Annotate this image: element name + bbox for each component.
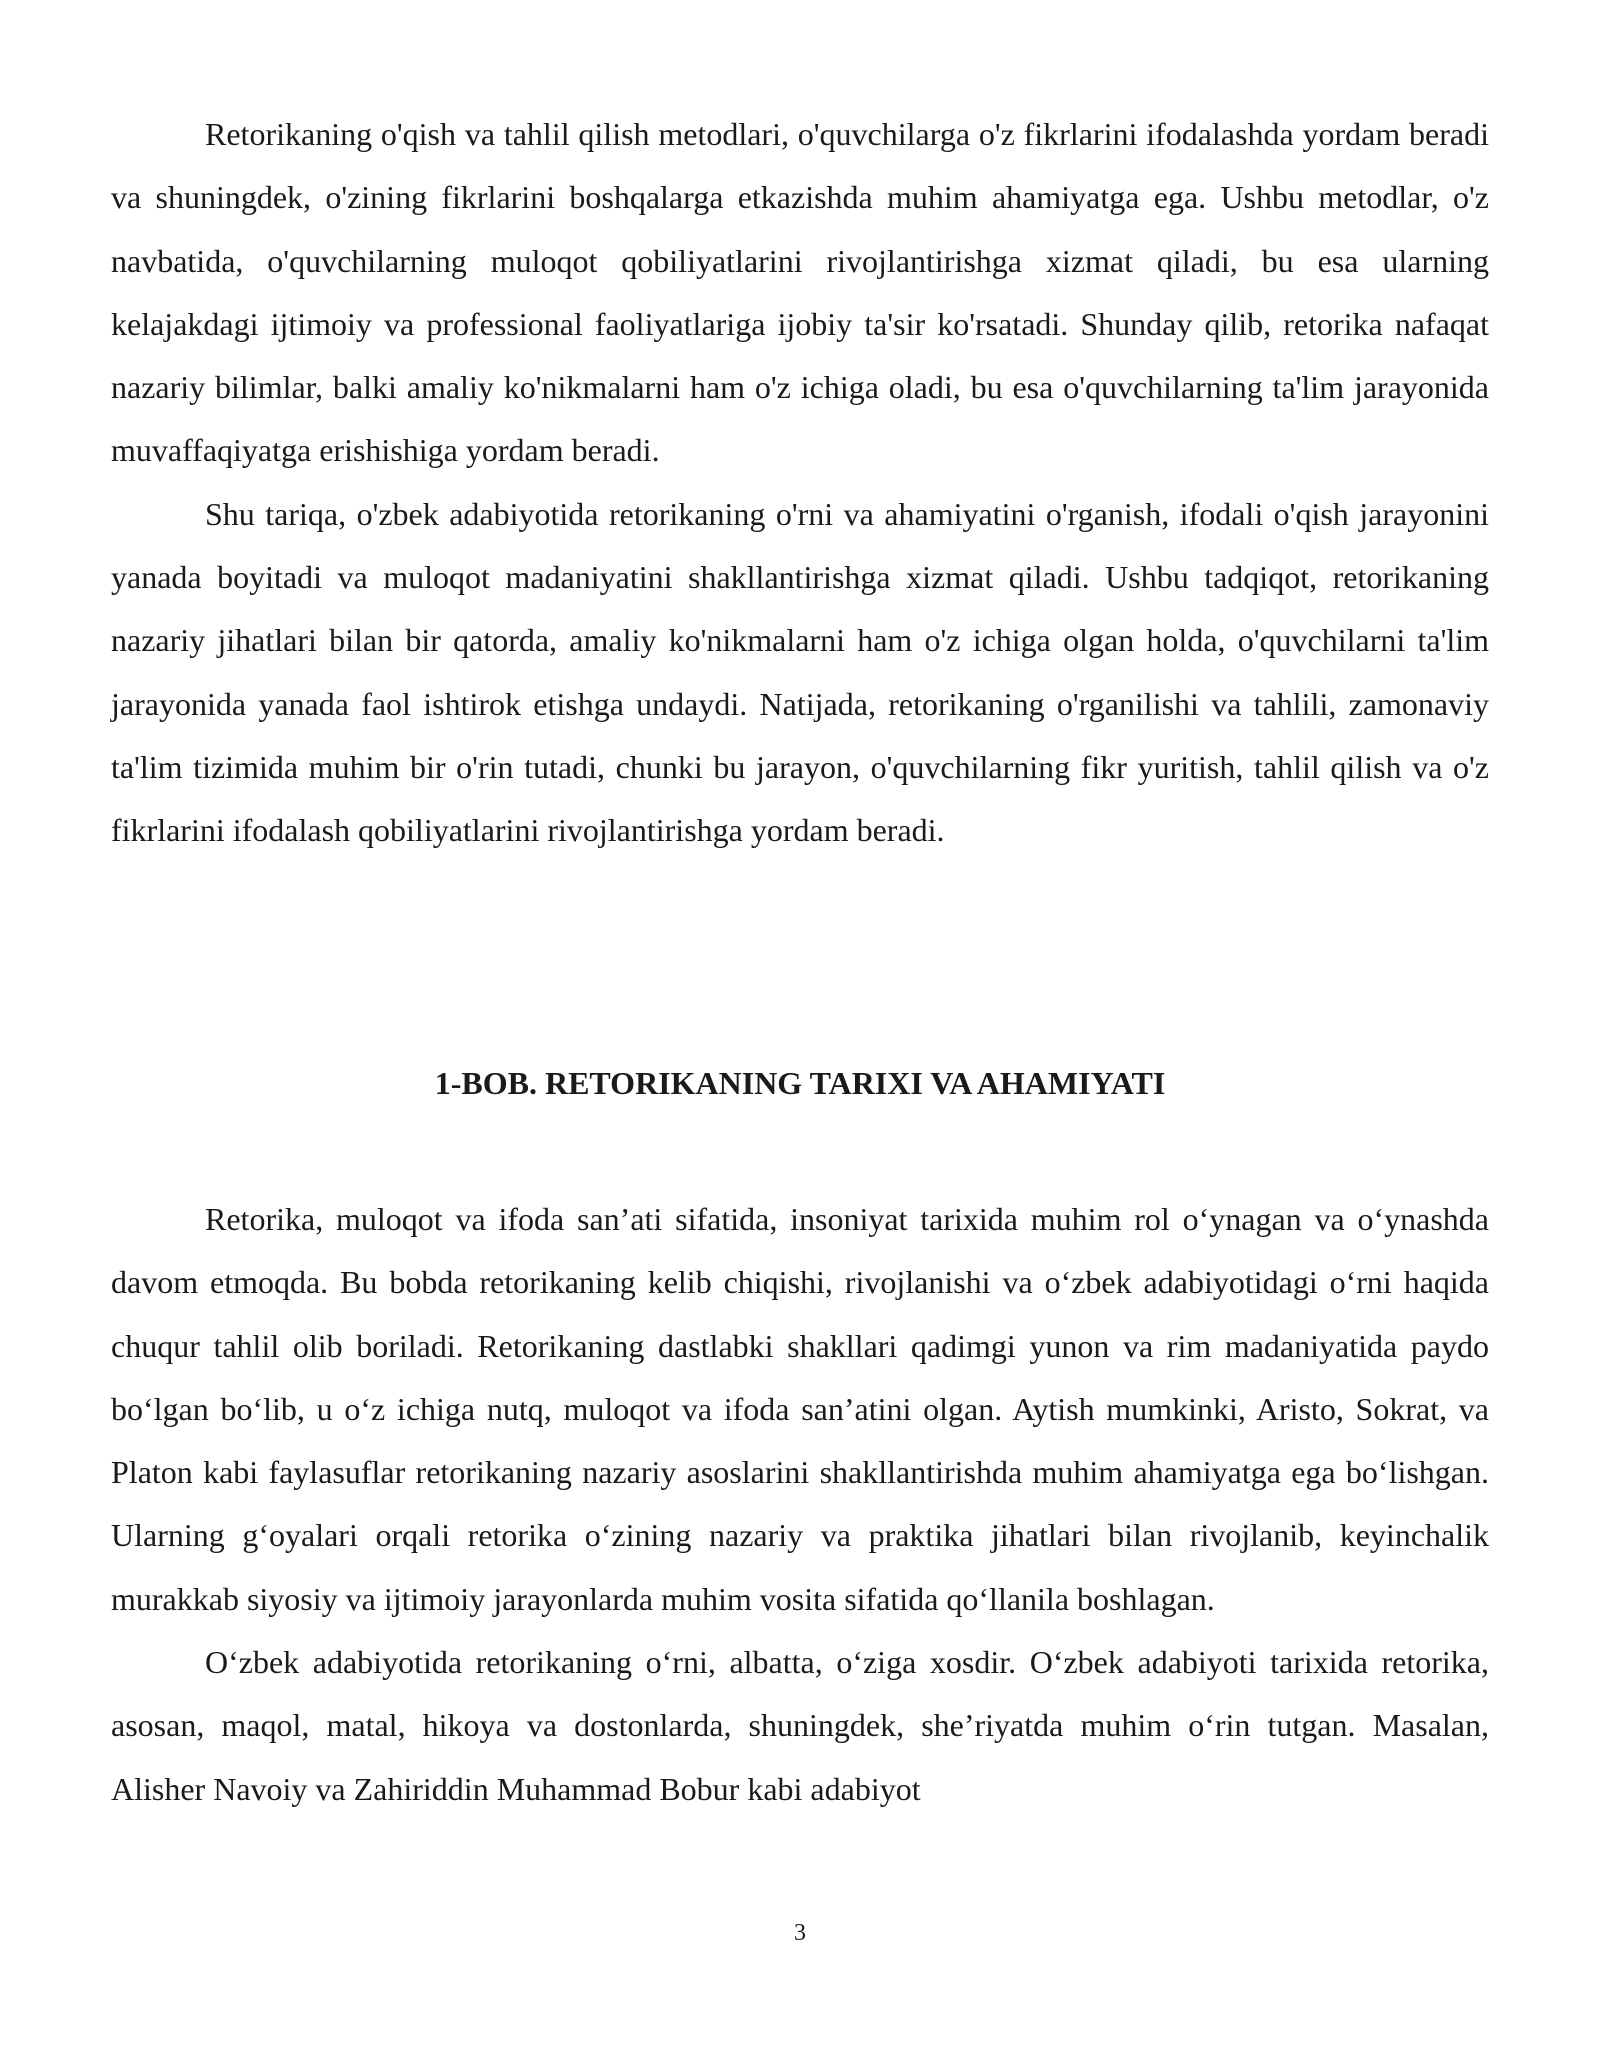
paragraph: Shu tariqa, o'zbek adabiyotida retorikaning o'rni va ahamiyatini o'rganish, ifodali o'qish jarayonini yanada boyitadi va muloqot madaniyatini shakllantirishga xizmat qiladi. Ushbu tadqiqot, retorikaning nazariy jihatlari bilan bir qatorda, amaliy ko'nikmalarni ham o'z ichiga olgan holda, o'quvchilarni ta'lim jarayonida yanada faol ishtirok etishga undaydi. Natijada, retorikaning o'rganilishi va tahlili, zamonaviy ta'lim tizimida muhim bir o'rin tutadi, chunki bu jarayon, o'quvchilarning fikr yuritish, tahlil qilish va o'z fikrlarini ifodalash qobiliyatlarini rivojlantirishga yordam beradi. [111,495,1489,849]
paragraph: O‘zbek adabiyotida retorikaning o‘rni, albatta, o‘ziga xosdir. O‘zbek adabiyoti tarixida retorika, asosan, maqol, matal, hikoya va dostonlarda, shuningdek, she’riyatda muhim o‘rin tutgan. Masalan, Alisher Navoiy va Zahiriddin Muhammad Bobur kabi adabiyot [111,1644,1489,1807]
chapter-section [111,1188,1489,1821]
paragraph: Retorika, muloqot va ifoda san’ati sifatida, insoniyat tarixida muhim rol o‘ynagan va o‘ynashda davom etmoqda. Bu bobda retorikaning kelib chiqishi, rivojlanishi va o‘zbek adabiyotidagi o‘rni haqida chuqur tahlil olib boriladi. Retorikaning dastlabki shakllari qadimgi yunon va rim madaniyatida paydo bo‘lgan bo‘lib, u o‘z ichiga nutq, muloqot va ifoda san’atini olgan. Aytish mumkinki, Aristo, Sokrat, va Platon kabi faylasuflar retorikaning nazariy asoslarini shakllantirishda muhim ahamiyatga ega bo‘lishgan. Ularning g‘oyalari orqali retorika o‘zining nazariy va praktika jihatlari bilan rivojlanib, keyinchalik murakkab siyosiy va ijtimoiy jarayonlarda muhim vosita sifatida qo‘llanila boshlagan. [111,1201,1489,1617]
chapter-heading: 1-BOB. RETORIKANING TARIXI VA AHAMIYATI [434,1065,1166,1101]
paragraph: Retorikaning o'qish va tahlil qilish metodlari, o'quvchilarga o'z fikrlarini ifodalashda yordam beradi va shuningdek, o'zining fikrlarini boshqalarga etkazishda muhim ahamiyatga ega. Ushbu metodlar, o'z navbatida, o'quvchilarning muloqot qobiliyatlarini rivojlantirishga xizmat qiladi, bu esa ularning kelajakdagi ijtimoiy va professional faoliyatlariga ijobiy ta'sir ko'rsatadi. Shunday qilib, retorika nafaqat nazariy bilimlar, balki amaliy ko'nikmalarni ham o'z ichiga oladi, bu esa o'quvchilarning ta'lim jarayonida muvaffaqiyatga erishishiga yordam beradi. [111,116,1489,469]
page-number: 3 [794,1920,806,1946]
intro-section [111,103,1489,863]
